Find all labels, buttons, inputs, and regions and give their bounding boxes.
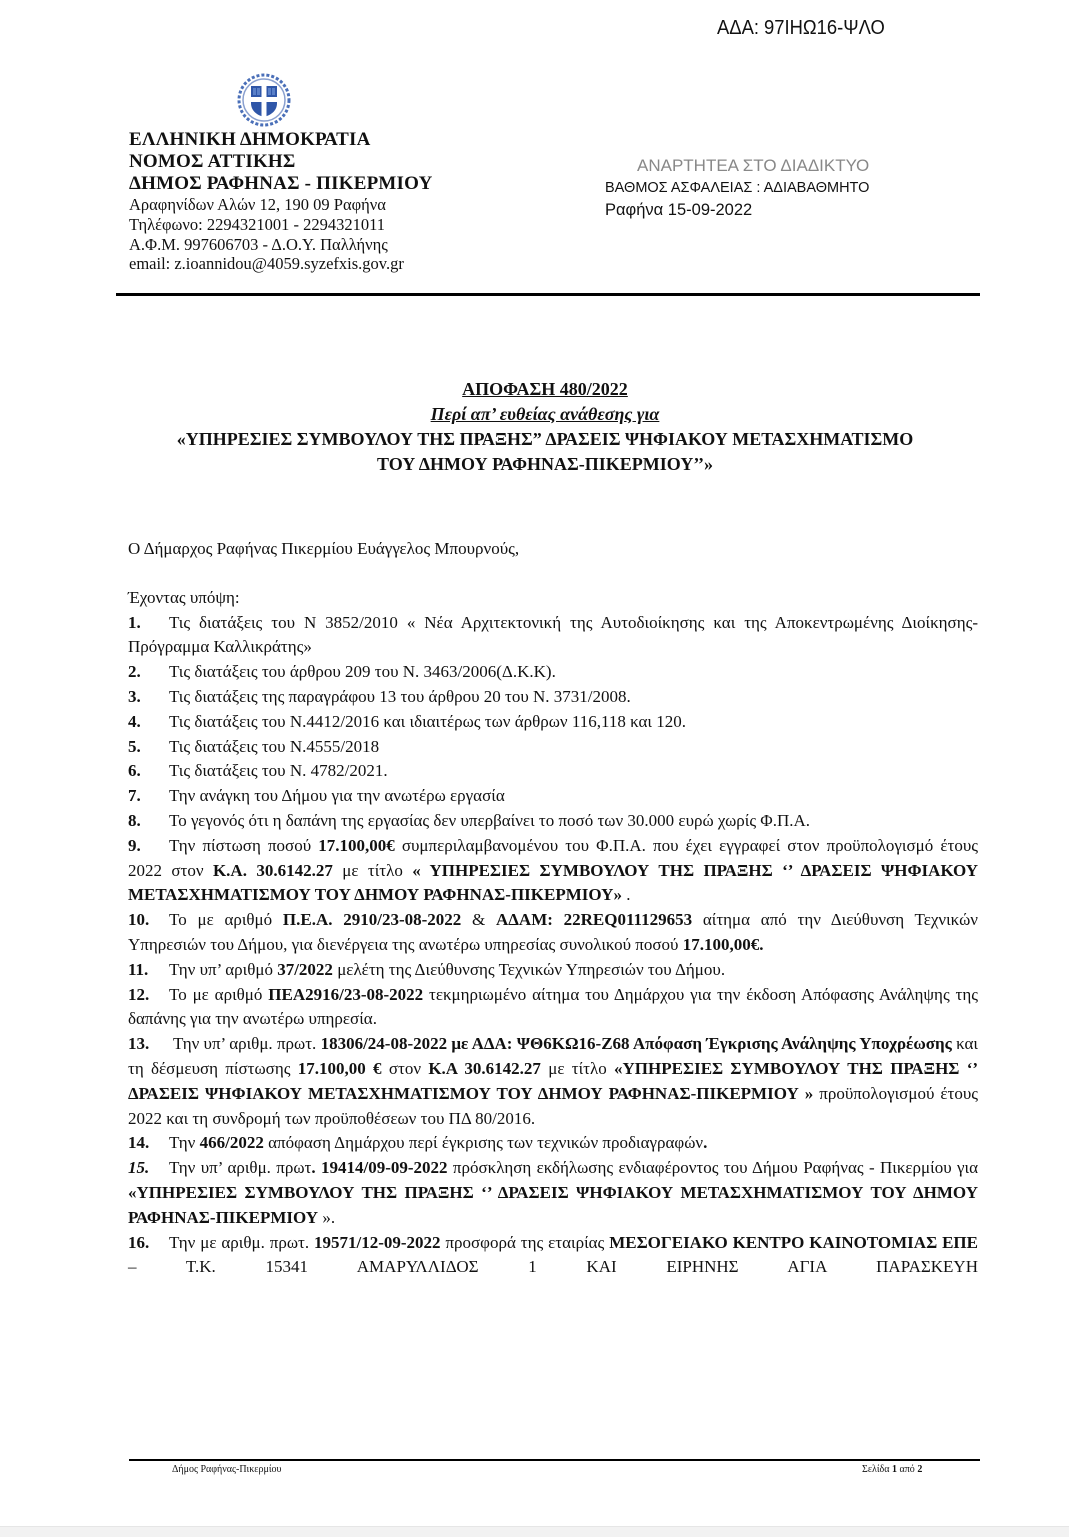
- org-email: email: z.ioannidou@4059.syzefxis.gov.gr: [129, 254, 404, 274]
- viewer-bottom-strip: [0, 1526, 1069, 1537]
- list-item-number: 12.: [128, 984, 150, 1004]
- list-item-text: αίτημα από την Διεύθυνση Τεχνικών Υπηρεσιών του Δήμου, για διενέργεια της ανωτέρω υπηρεσίας συνολικού ποσού: [128, 910, 978, 954]
- list-item-number: 2.: [128, 662, 141, 682]
- list-item-bold-text: 18306/24-08-2022 με ΑΔΑ: ΨΘ6ΚΩ16-Ζ68 Απόφαση Έγκρισης Ανάληψης Υποχρέωσης: [320, 1034, 952, 1054]
- list-item-number: 5.: [128, 736, 141, 756]
- list-item: [128, 834, 978, 908]
- organization-header: [129, 129, 549, 274]
- list-item-text: – Τ.Κ. 15341 ΑΜΑΡΥΛΛΙΔΟΣ 1 ΚΑΙ ΕΙΡΗΝΗΣ ΑΓΙΑ ΠΑΡΑΣΚΕΥΗ: [128, 1257, 978, 1277]
- list-item: [128, 759, 978, 784]
- org-tax-id: Α.Φ.Μ. 997606703 - Δ.Ο.Υ. Παλλήνης: [129, 234, 388, 254]
- list-item: [128, 1032, 978, 1131]
- list-item-number: 9.: [128, 835, 141, 855]
- list-item-text: Την πίστωση ποσού: [169, 835, 319, 855]
- org-line-republic: ΕΛΛΗΝΙΚΗ ΔΗΜΟΚΡΑΤΙΑ: [129, 129, 371, 150]
- list-item-text: Το γεγονός ότι η δαπάνη της εργασίας δεν υπερβαίνει το ποσό των 30.000 ευρώ χωρίς Φ.Π.Α.: [169, 810, 811, 830]
- list-item: [128, 611, 978, 661]
- list-item-bold-text: .: [703, 1133, 708, 1153]
- list-item-text: απόφαση Δημάρχου περί έγκρισης των τεχνικών προδιαγραφών: [263, 1133, 704, 1153]
- page-label: Σελίδα: [862, 1464, 890, 1475]
- page-of: από: [899, 1464, 915, 1475]
- decision-subject-line-1: «ΥΠΗΡΕΣΙΕΣ ΣΥΜΒΟΥΛΟΥ ΤΗΣ ΠΡΑΞΗΣ” ΔΡΑΣΕΙΣ ΨΗΦΙΑΚΟΥ ΜΕΤΑΣΧΗΜΑΤΙΣΜΟ: [176, 429, 914, 449]
- org-line-municipality: ΔΗΜΟΣ ΡΑΦΗΝΑΣ - ΠΙΚΕΡΜΙΟΥ: [129, 173, 433, 194]
- decision-number: ΑΠΟΦΑΣΗ 480/2022: [462, 379, 628, 399]
- list-item-bold-text: 17.100,00€.: [682, 934, 764, 954]
- list-item-number: 1.: [128, 612, 141, 632]
- list-item-bold-text: ΜΕΣΟΓΕΙΑΚΟ ΚΕΝΤΡΟ ΚΑΙΝΟΤΟΜΙΑΣ ΕΠΕ: [609, 1232, 978, 1252]
- list-item-number: 6.: [128, 761, 141, 781]
- list-item-number: 4.: [128, 711, 141, 731]
- ada-code: ΑΔΑ: 97ΙΗΩ16-ΨΛΟ: [717, 17, 885, 39]
- list-item-text: Τις διατάξεις του Ν.4412/2016 και ιδιαιτέρως των άρθρων 116,118 και 120.: [169, 711, 686, 731]
- considerations-list: [128, 611, 978, 1281]
- list-item: [128, 685, 978, 710]
- list-item-text: Το με αριθμό: [169, 984, 269, 1004]
- list-item-bold-text: 19571/12-09-2022: [314, 1232, 441, 1252]
- list-item-text: Την με αριθμ. πρωτ.: [169, 1232, 314, 1252]
- list-item-bold-text: Π.Ε.Α. 2910/23-08-2022: [282, 910, 462, 930]
- list-item-text: πρόσκληση εκδήλωσης ενδιαφέροντος του Δήμου Ραφήνας - Πικερμίου για: [447, 1158, 978, 1178]
- list-item-text: &: [461, 910, 496, 930]
- page-current: 1: [892, 1464, 898, 1475]
- list-item: [128, 660, 978, 685]
- greek-coat-of-arms-icon: [237, 73, 291, 127]
- list-item-text: Τις διατάξεις του Ν 3852/2010 « Νέα Αρχιτεκτονική της Αυτοδιοίκησης και της Αποκεντρωμένης Διοίκησης- Πρόγραμμα Καλλικράτης»: [128, 612, 978, 657]
- decision-subtitle: Περί απ’ ευθείας ανάθεσης για: [430, 404, 660, 424]
- list-item-bold-text: ΑΔΑΜ: 22REQ011129653: [495, 910, 693, 930]
- list-item-bold-text: «ΥΠΗΡΕΣΙΕΣ ΣΥΜΒΟΥΛΟΥ ΤΗΣ ΠΡΑΞΗΣ ‘’ ΔΡΑΣΕΙΣ ΨΗΦΙΑΚΟΥ ΜΕΤΑΣΧΗΜΑΤΙΣΜΟΥ ΤΟΥ ΔΗΜΟΥ ΡΑΦΗΝΑΣ-ΠΙΚΕΡΜΙΟΥ »: [128, 1058, 979, 1103]
- right-header: [605, 155, 869, 222]
- list-item-number: 13.: [128, 1034, 150, 1054]
- decision-title-block: [110, 377, 980, 477]
- list-item-text: Την υπ’ αριθμό: [169, 959, 278, 979]
- list-item-bold-text: ΠΕΑ2916/23-08-2022: [268, 984, 424, 1004]
- list-item-text: Τις διατάξεις του Ν.4555/2018: [169, 736, 380, 756]
- list-item-text: με τίτλο: [332, 860, 413, 880]
- list-item: [128, 1131, 978, 1156]
- list-item: [128, 710, 978, 735]
- org-address: Αραφηνίδων Αλών 12, 190 09 Ραφήνα: [129, 195, 386, 214]
- list-item-bold-text: Κ.Α 30.6142.27: [428, 1058, 541, 1078]
- list-item-number: 16.: [128, 1232, 150, 1252]
- security-level: ΒΑΘΜΟΣ ΑΣΦΑΛΕΙΑΣ : ΑΔΙΑΒΑΘΜΗΤΟ: [605, 180, 870, 196]
- list-item-bold-text: . 19414/09-09-2022: [311, 1158, 448, 1178]
- list-item-text: Τις διατάξεις της παραγράφου 13 του άρθρου 20 του Ν. 3731/2008.: [169, 686, 631, 706]
- list-item: [128, 784, 978, 809]
- list-item-number: 8.: [128, 810, 141, 830]
- list-item: [128, 735, 978, 760]
- list-item-number: 11.: [128, 959, 149, 979]
- list-item-text: Τις διατάξεις του Ν. 4782/2021.: [169, 761, 388, 781]
- document-date: Ραφήνα 15-09-2022: [605, 201, 753, 219]
- footer-page-number: [862, 1464, 922, 1475]
- org-phone: Τηλέφωνο: 2294321001 - 2294321011: [129, 214, 385, 234]
- list-item-number: 15.: [128, 1158, 150, 1178]
- list-item-bold-text: 17.100,00 €: [297, 1058, 382, 1078]
- decision-subject-line-2: ΤΟΥ ΔΗΜΟΥ ΡΑΦΗΝΑΣ-ΠΙΚΕΡΜΙΟΥ’’»: [377, 454, 713, 474]
- list-item-number: 10.: [128, 910, 150, 930]
- list-item-bold-text: 37/2022: [277, 959, 333, 979]
- list-item-text: Την υπ’ αριθμ. πρωτ.: [169, 1034, 321, 1054]
- list-item: [128, 958, 978, 983]
- list-item-text: Την: [169, 1133, 200, 1153]
- list-item-bold-text: « ΥΠΗΡΕΣΙΕΣ ΣΥΜΒΟΥΛΟΥ ΤΗΣ ΠΡΑΞΗΣ ‘’ ΔΡΑΣΕΙΣ ΨΗΦΙΑΚΟΥ ΜΕΤΑΣΧΗΜΑΤΙΣΜΟΥ ΤΟΥ ΔΗΜΟΥ ΡΑΦΗΝΑΣ-ΠΙΚΕΡΜΙΟΥ»: [128, 860, 978, 905]
- list-item: [128, 1231, 978, 1281]
- org-line-prefecture: ΝΟΜΟΣ ΑΤΤΙΚΗΣ: [129, 151, 296, 172]
- list-item-text: και τη δέσμευση πίστωσης: [128, 1034, 978, 1078]
- list-item-text: προϋπολογισμού έτους 2022 και τη συνδρομή των προϋποθέσεων του ΠΔ 80/2016.: [128, 1083, 978, 1128]
- list-item-number: 7.: [128, 786, 141, 806]
- list-item-number: 14.: [128, 1133, 150, 1153]
- posting-notice: ΑΝΑΡΤΗΤΕΑ ΣΤΟ ΔΙΑΔΙΚΤΥΟ: [637, 156, 870, 175]
- list-item-number: 3.: [128, 686, 141, 706]
- list-item-bold-text: 466/2022: [199, 1133, 264, 1153]
- list-item-text: με τίτλο: [540, 1058, 615, 1078]
- header-divider: [116, 293, 980, 296]
- list-item-text: Την υπ’ αριθμ. πρωτ: [169, 1158, 312, 1178]
- list-item-text: στον: [381, 1058, 429, 1078]
- list-item-text: ».: [318, 1207, 336, 1227]
- list-item-text: Το με αριθμό: [169, 910, 283, 930]
- list-item: [128, 983, 978, 1033]
- list-item-bold-text: «ΥΠΗΡΕΣΙΕΣ ΣΥΜΒΟΥΛΟΥ ΤΗΣ ΠΡΑΞΗΣ ‘’ ΔΡΑΣΕΙΣ ΨΗΦΙΑΚΟΥ ΜΕΤΑΣΧΗΜΑΤΙΣΜΟΥ ΤΟΥ ΔΗΜΟΥ ΡΑΦΗΝΑΣ-ΠΙΚΕΡΜΙΟΥ: [128, 1182, 978, 1227]
- mayor-intro: Ο Δήμαρχος Ραφήνας Πικερμίου Ευάγγελος Μπουρνούς,: [128, 539, 520, 558]
- list-item-text: συμπεριλαμβανομένου του Φ.Π.Α. που έχει εγγραφεί στον προϋπολογισμό έτους 2022 στον: [128, 835, 979, 880]
- list-item-text: προσφορά της εταιρίας: [440, 1232, 610, 1252]
- list-item-bold-text: 17.100,00€: [318, 835, 395, 855]
- list-item-bold-text: Κ.Α. 30.6142.27: [212, 860, 333, 880]
- list-item-text: Την ανάγκη του Δήμου για την ανωτέρω εργασία: [169, 786, 505, 806]
- list-item-text: .: [621, 885, 631, 905]
- page-total: 2: [917, 1464, 923, 1475]
- list-item-text: μελέτη της Διεύθυνσης Τεχνικών Υπηρεσιών του Δήμου.: [332, 959, 726, 979]
- footer-divider: [129, 1459, 980, 1461]
- list-item-text: τεκμηριωμένο αίτημα του Δημάρχου για την έκδοση Απόφασης Ανάληψης της δαπάνης για την ανωτέρω υπηρεσία.: [128, 984, 978, 1029]
- list-item-text: Τις διατάξεις του άρθρου 209 του Ν. 3463/2006(Δ.Κ.Κ).: [169, 662, 556, 682]
- list-item: [128, 809, 978, 834]
- footer-municipality: Δήμος Ραφήνας-Πικερμίου: [172, 1464, 282, 1475]
- document-body: [128, 537, 978, 1280]
- considering-heading: Έχοντας υπόψη:: [128, 587, 240, 607]
- list-item: [128, 1156, 978, 1230]
- list-item: [128, 908, 978, 958]
